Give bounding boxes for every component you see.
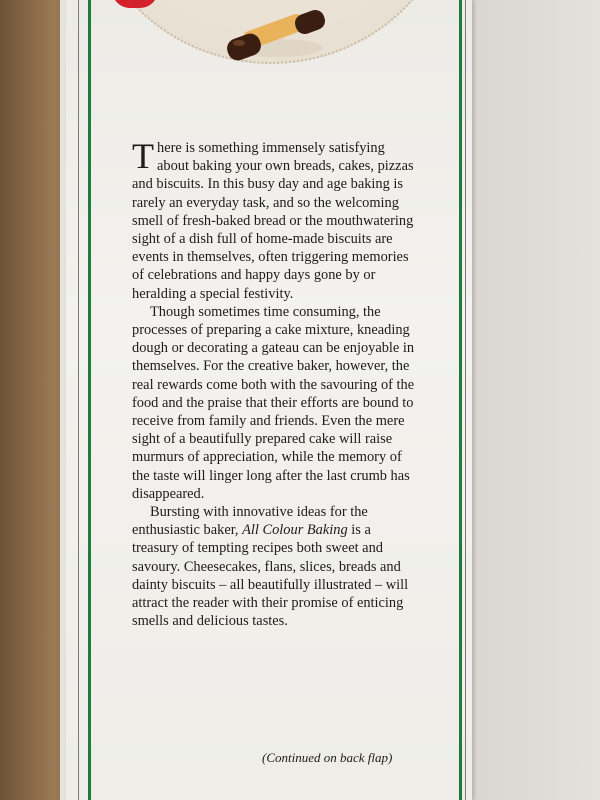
right-border-rule bbox=[465, 0, 466, 800]
drop-cap: T bbox=[132, 136, 154, 176]
continued-note: (Continued on back flap) bbox=[262, 750, 393, 765]
book-title: All Colour Baking bbox=[242, 522, 348, 539]
back-cover-board bbox=[470, 0, 600, 800]
paragraph-2: Though sometimes time consuming, the processes of preparing a cake mixture, kneading dough or decorating a gateau can be enjoyable in themselves. For the creative baker, however, the real rewards come both with the savouring of the food and the praise that their efforts are bound to receive from family and friends. Even the mere sight of a beautifully prepared cake will raise murmurs of appreciation, while the memory of the taste will linger long after the last crumb has disappeared. bbox=[132, 303, 415, 502]
paragraph-3 bbox=[132, 503, 418, 630]
left-border-rule bbox=[78, 0, 79, 800]
paragraph-1-text: here is something immensely satisfying about baking your own breads, cakes, pizzas and biscuits. In this busy day and age baking is rarely an everyday task, and so the welcoming smell of fresh-baked bread or the mouthwatering sight of a dish full of home-made biscuits are events in themselves, often triggering memories of celebrations and happy days gone by or heralding a special festivity. bbox=[132, 140, 414, 302]
paragraph-3-lead: Bursting with innovative ideas for the enthusiastic baker, bbox=[132, 504, 368, 539]
right-green-rule bbox=[459, 0, 462, 800]
paragraph-1 bbox=[132, 136, 418, 303]
paragraph-3-text: is a treasury of tempting recipes both sweet and savoury. Cheesecakes, flans, slices, breads and dainty biscuits – all beautifully illustrated – will attract the reader with their promise of enticing smells and delicious tastes. bbox=[132, 522, 409, 630]
chocolate-dipped-biscuit-icon bbox=[215, 10, 335, 70]
flap-copy bbox=[132, 136, 418, 630]
left-green-rule bbox=[88, 0, 91, 800]
